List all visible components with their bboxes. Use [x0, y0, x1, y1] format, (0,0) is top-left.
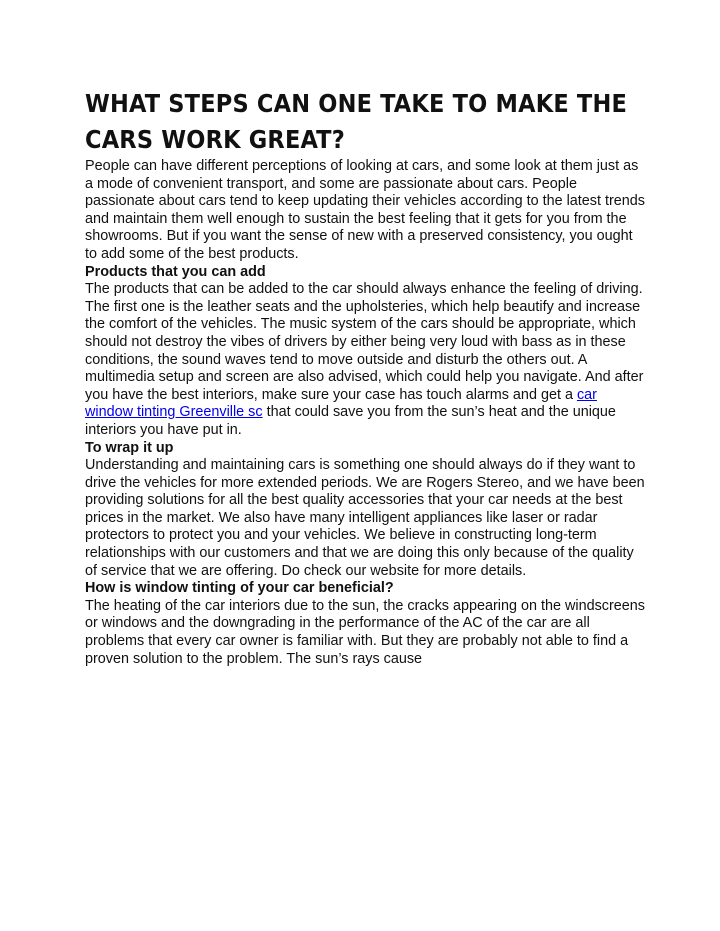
- paragraph-text-before-link: The products that can be added to the car should always enhance the feeling of driving. The first one is the leather seats and the upholsteries, which help beautify and increase the comfort of the vehicles. The music system of the cars should be appropriate, which should not destroy the vibes of drivers by either being very loud with bass as in these conditions, the sound waves tend to move outside and disturb the others out. A multimedia setup and screen are also advised, which could help you navigate. And after you have the best interiors, make sure your case has touch alarms and get a: [85, 281, 644, 403]
- car-window-tinting-link[interactable]: car window tinting Greenville sc: [85, 386, 597, 421]
- section-paragraph-window-tinting: The heating of the car interiors due to the sun, the cracks appearing on the windscreens or windows and the downgrading in the performance of the AC of the car are all problems that every car owner is familiar with. But they are probably not able to find a proven solution to the problem. The sun’s rays cause: [85, 597, 645, 667]
- page-title: WHAT STEPS CAN ONE TAKE TO MAKE THE CARS WORK GREAT?: [85, 89, 628, 154]
- document-page: [85, 86, 645, 668]
- section-heading-window-tinting: How is window tinting of your car beneficial?: [85, 580, 394, 597]
- section-heading-wrap-up: To wrap it up: [85, 439, 174, 456]
- section-paragraph-wrap-up: Understanding and maintaining cars is something one should always do if they want to drive the vehicles for more extended periods. We are Rogers Stereo, and we have been providing solutions for all the best quality accessories that your car needs at the best prices in the market. We also have many intelligent appliances like laser or radar protectors to protect you and your vehicles. We believe in constructing long-term relationships with our customers and that we are doing this only because of the quality of service that we are offering. Do check our website for more details.: [85, 457, 645, 579]
- section-paragraph-products: [85, 281, 645, 439]
- intro-paragraph: People can have different perceptions of looking at cars, and some look at them just as a mode of convenient transport, and some are passionate about cars. People passionate about cars tend to keep updating their vehicles according to the latest trends and maintain them well enough to sustain the best feeling that it gets for you from the showrooms. But if you want the sense of new with a preserved consistency, you ought to add some of the best products.: [85, 158, 645, 262]
- paragraph-text-after-link: that could save you from the sun’s heat and the unique interiors you have put in.: [85, 404, 616, 438]
- section-heading-products: Products that you can add: [85, 263, 266, 280]
